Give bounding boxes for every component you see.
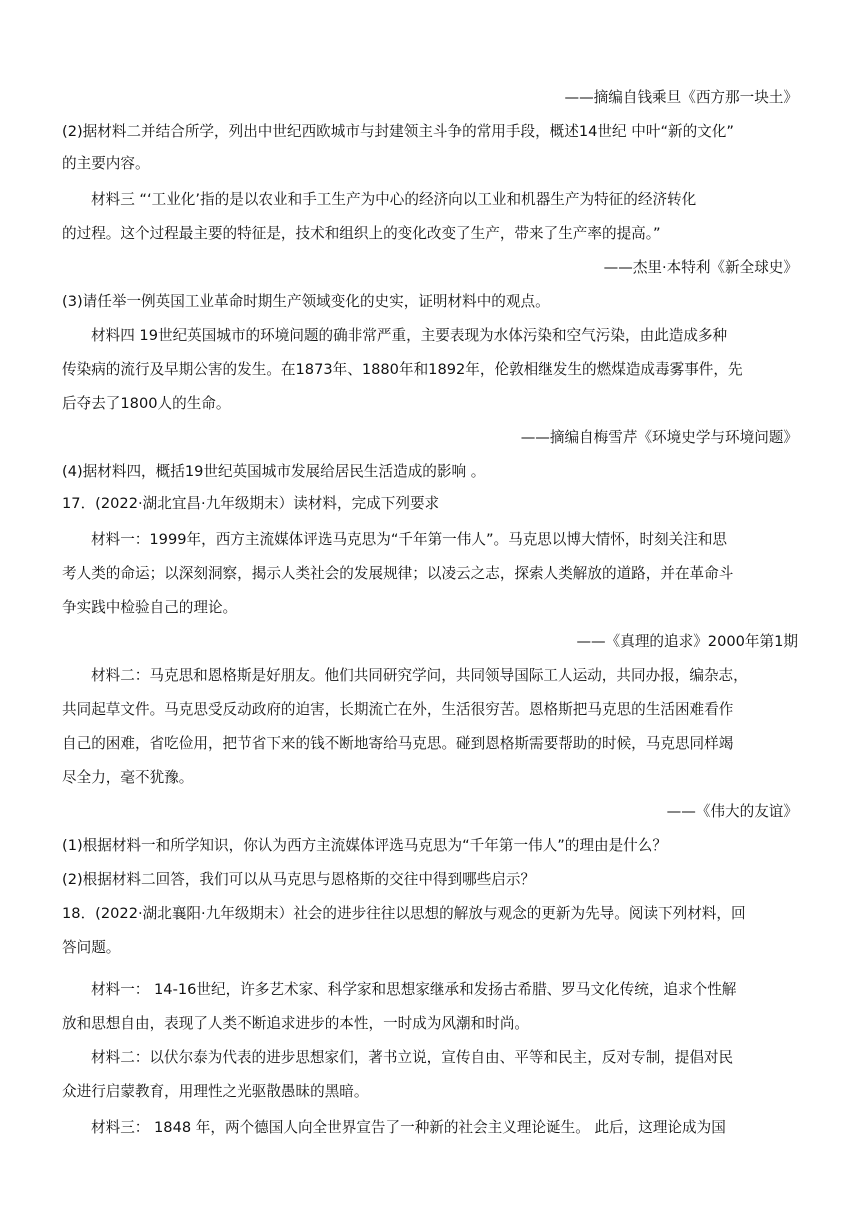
source-citation: ——杰里·本特利《新全球史》: [603, 259, 798, 276]
material-text: 争实践中检验自己的理论。: [62, 599, 238, 616]
question-text: (3)请任举一例英国工业革命时期生产领域变化的史实，证明材料中的观点。: [62, 293, 550, 310]
material-text: 材料一： 14-16世纪，许多艺术家、科学家和思想家继承和发扬古希腊、罗马文化传统，追求个性解: [91, 981, 737, 998]
material-text: 放和思想自由，表现了人类不断追求进步的本性，一时成为风潮和时尚。: [62, 1015, 530, 1032]
question-text: (1)根据材料一和所学知识，你认为西方主流媒体评选马克思为“千年第一伟人”的理由是什么？: [62, 837, 667, 854]
question-text: (2)据材料二并结合所学，列出中世纪西欧城市与封建领主斗争的常用手段，概述14世纪 中叶“新的文化”: [62, 123, 734, 140]
question-text: (2)根据材料二回答，我们可以从马克思与恩格斯的交往中得到哪些启示？: [62, 871, 536, 888]
material-text: 材料二：以伏尔泰为代表的进步思想家们，著书立说，宣传自由、平等和民主，反对专制，提倡对民: [91, 1049, 734, 1066]
material-text: 考人类的命运；以深刻洞察，揭示人类社会的发展规律；以凌云之志，探索人类解放的道路，并在革命斗: [62, 565, 734, 582]
question-heading: 17．(2022·湖北宜昌·九年级期末）读材料，完成下列要求: [62, 495, 440, 512]
material-text: 材料四 19世纪英国城市的环境问题的确非常严重，主要表现为水体污染和空气污染，由此造成多种: [91, 327, 728, 344]
material-text: 材料二：马克思和恩格斯是好朋友。他们共同研究学问，共同领导国际工人运动，共同办报，编杂志，: [91, 667, 748, 684]
material-text: 材料三： 1848 年，两个德国人向全世界宣告了一种新的社会主义理论诞生。 此后，这理论成为国: [91, 1119, 726, 1136]
material-text: 材料一：1999年，西方主流媒体评选马克思为“千年第一伟人”。马克思以博大情怀，时刻关注和思: [91, 531, 728, 548]
source-citation: ——摘编自梅雪芹《环境史学与环境问题》: [520, 429, 798, 446]
question-heading: 答问题。: [62, 939, 121, 956]
source-citation: ——摘编自钱乘旦《西方那一块土》: [564, 89, 798, 106]
source-citation: ——《伟大的友谊》: [666, 803, 798, 820]
material-text: 共同起草文件。马克思受反动政府的迫害，长期流亡在外，生活很穷苦。恩格斯把马克思的生活困难看作: [62, 701, 734, 718]
material-text: 后夺去了1800人的生命。: [62, 395, 231, 412]
material-text: 传染病的流行及早期公害的发生。在1873年、1880年和1892年，伦敦相继发生的燃煤造成毒雾事件，先: [62, 361, 743, 378]
material-text: 自己的困难，省吃俭用，把节省下来的钱不断地寄给马克思。碰到恩格斯需要帮助的时候，马克思同样竭: [62, 735, 734, 752]
question-text: (4)据材料四，概括19世纪英国城市发展给居民生活造成的影响 。: [62, 463, 486, 480]
source-citation: ——《真理的追求》2000年第1期: [576, 633, 798, 650]
material-text: 的过程。这个过程最主要的特征是，技术和组织上的变化改变了生产，带来了生产率的提高。”: [62, 225, 661, 242]
material-text: 尽全力，毫不犹豫。: [62, 769, 194, 786]
question-text: 的主要内容。: [62, 155, 150, 172]
material-text: 材料三 “‘工业化’指的是以农业和手工生产为中心的经济向以工业和机器生产为特征的经济转化: [91, 191, 697, 208]
question-heading: 18．(2022·湖北襄阳·九年级期末）社会的进步往往以思想的解放与观念的更新为先导。阅读下列材料，回: [62, 905, 746, 922]
material-text: 众进行启蒙教育，用理性之光驱散愚昧的黑暗。: [62, 1083, 369, 1100]
